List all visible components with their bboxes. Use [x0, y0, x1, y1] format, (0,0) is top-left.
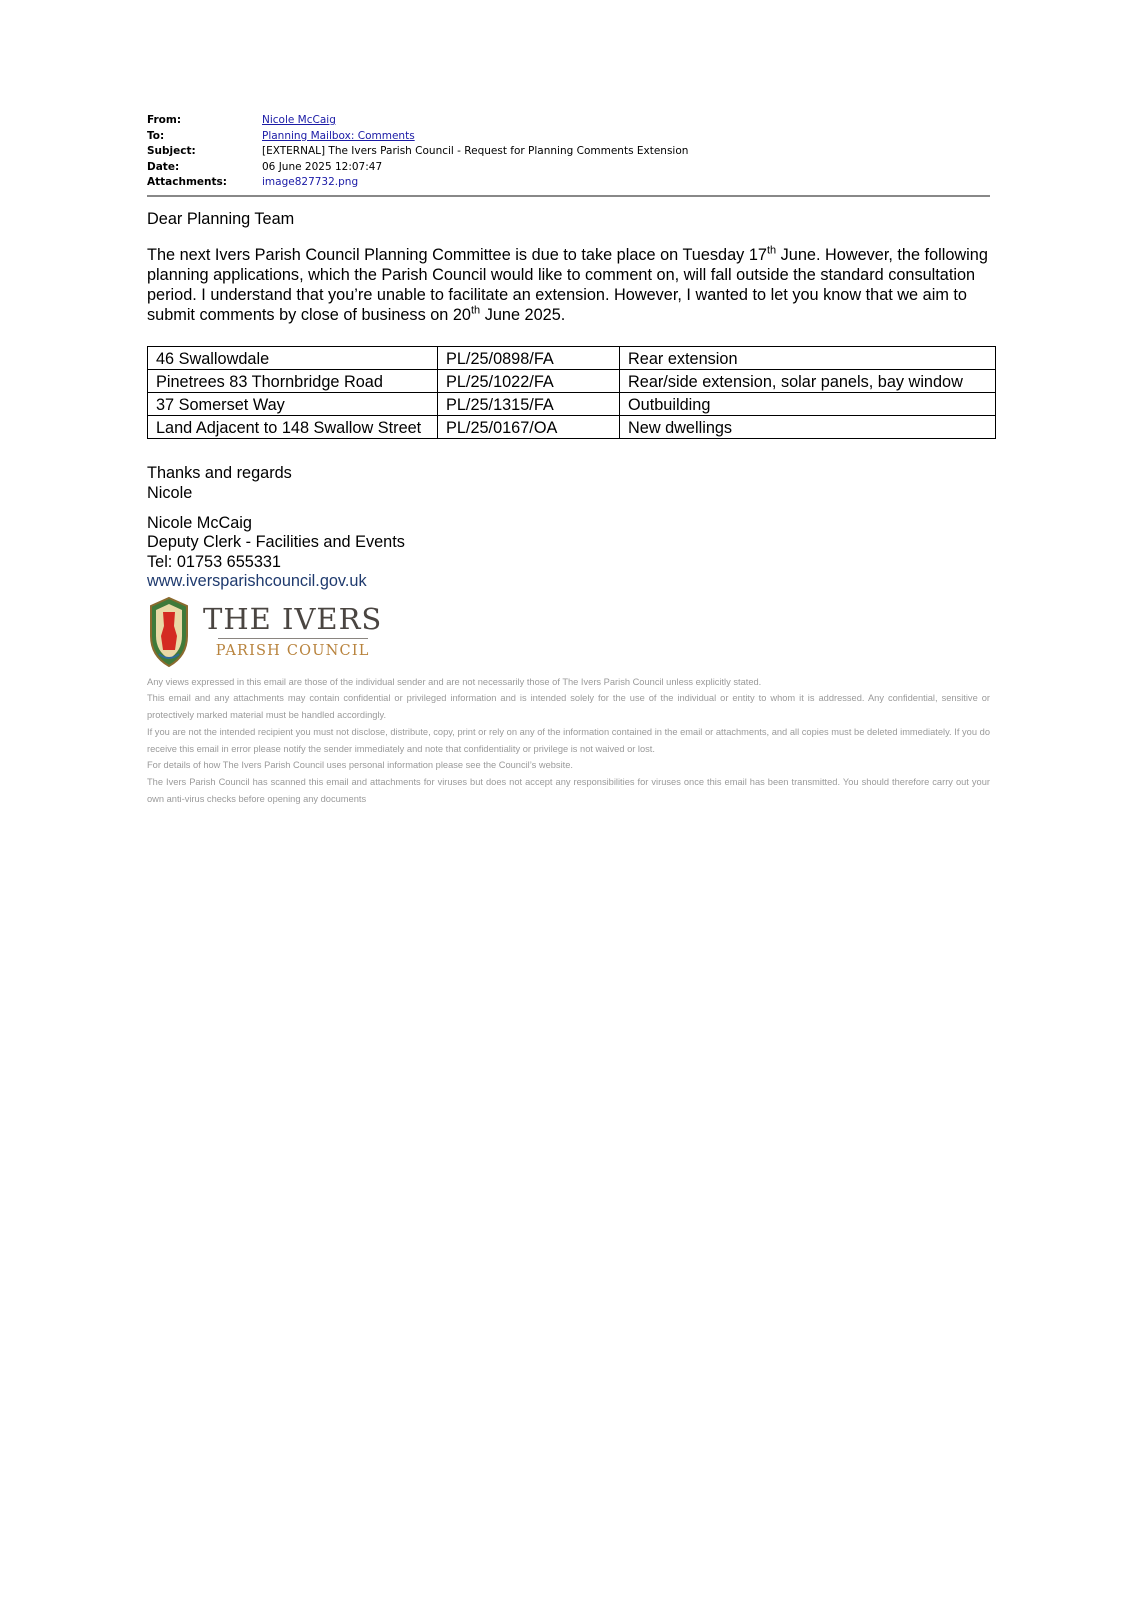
- address-cell: Land Adjacent to 148 Swallow Street: [148, 415, 438, 438]
- logo-text: [203, 603, 382, 660]
- body-paragraph: [147, 245, 990, 325]
- para-sup-1: th: [766, 244, 777, 257]
- address-cell: Pinetrees 83 Thornbridge Road: [148, 369, 438, 392]
- from-label: From:: [147, 114, 182, 126]
- reference-cell: PL/25/0898/FA: [438, 346, 620, 369]
- description-cell: New dwellings: [620, 415, 996, 438]
- reference-cell: PL/25/0167/OA: [438, 415, 620, 438]
- disclaimer-line: This email and any attachments may contain confidential or privileged information and is intended solely for the use of the individual or entity to whom it is addressed. Any confidential, sensitive or protectively marked material must be handled accordingly.: [147, 693, 990, 721]
- signature-role: Deputy Clerk - Facilities and Events: [147, 533, 405, 551]
- signature-name: Nicole McCaig: [147, 513, 252, 532]
- signature: [147, 514, 997, 592]
- disclaimer-line: Any views expressed in this email are those of the individual sender and are not necessarily those of The Ivers Parish Council unless explicitly stated.: [147, 676, 762, 687]
- crest-icon: [147, 596, 191, 668]
- disclaimer-line: If you are not the intended recipient you must not disclose, distribute, copy, print or rely on any of the information contained in the email or attachments, and all copies must be deleted immediately. If you do receive this email in error please notify the sender immediately and note that confidentiality or privilege is not waived or lost.: [147, 726, 990, 754]
- applications-table: [147, 346, 996, 439]
- para-part-1: The next Ivers Parish Council Planning Committee is due to take place on Tuesday 17: [147, 245, 767, 264]
- para-part-3: June 2025.: [480, 305, 566, 324]
- subject-value: [EXTERNAL] The Ivers Parish Council - Request for Planning Comments Extension: [262, 145, 689, 157]
- to-label: To:: [147, 129, 165, 142]
- first-name: Nicole: [147, 483, 193, 502]
- reference-cell: PL/25/1315/FA: [438, 392, 620, 415]
- para-sup-2: th: [470, 304, 481, 317]
- email-document: [147, 113, 997, 808]
- attachments-label: Attachments:: [147, 176, 227, 188]
- signature-tel: Tel: 01753 655331: [147, 552, 281, 571]
- logo-divider: [218, 638, 368, 639]
- thanks-text: Thanks and regards: [147, 463, 292, 482]
- disclaimer-line: For details of how The Ivers Parish Council uses personal information please see the Council’s website.: [147, 760, 573, 771]
- reference-cell: PL/25/1022/FA: [438, 369, 620, 392]
- attachment-link[interactable]: image827732.png: [262, 176, 359, 188]
- to-link[interactable]: Planning Mailbox: Comments: [262, 129, 415, 142]
- table-row: [148, 369, 996, 392]
- description-cell: Outbuilding: [620, 392, 996, 415]
- address-cell: 37 Somerset Way: [148, 392, 438, 415]
- closing: [147, 463, 997, 503]
- header-divider: [147, 195, 990, 197]
- address-cell: 46 Swallowdale: [148, 346, 438, 369]
- table-row: [148, 346, 996, 369]
- logo-main-text: THE IVERS: [203, 602, 383, 636]
- website-link[interactable]: www.iversparishcouncil.gov.uk: [147, 572, 367, 590]
- date-label: Date:: [147, 160, 180, 173]
- date-value: 06 June 2025 12:07:47: [262, 160, 383, 173]
- table-row: [148, 392, 996, 415]
- greeting: Dear Planning Team: [147, 209, 295, 228]
- description-cell: Rear extension: [620, 346, 996, 369]
- parish-council-logo: [147, 596, 997, 668]
- logo-sub-text: PARISH COUNCIL: [215, 643, 370, 659]
- disclaimer: [147, 674, 990, 808]
- subject-label: Subject:: [147, 145, 196, 157]
- disclaimer-line: The Ivers Parish Council has scanned this email and attachments for viruses but does not accept any responsibilities for viruses once this email has been transmitted. You should therefore carry out your own anti-virus checks before opening any documents: [147, 777, 990, 805]
- table-row: [148, 415, 996, 438]
- email-header: [147, 113, 997, 190]
- para-part-2: June. However, the following planning applications, which the Parish Council would like to comment on, will fall outside the standard consultation period. I understand that you’re unable to facilitate an extension. However, I wanted to let you know that we aim to submit comments by close of business on 20: [147, 245, 988, 324]
- description-cell: Rear/side extension, solar panels, bay window: [620, 369, 996, 392]
- from-link[interactable]: Nicole McCaig: [262, 114, 336, 126]
